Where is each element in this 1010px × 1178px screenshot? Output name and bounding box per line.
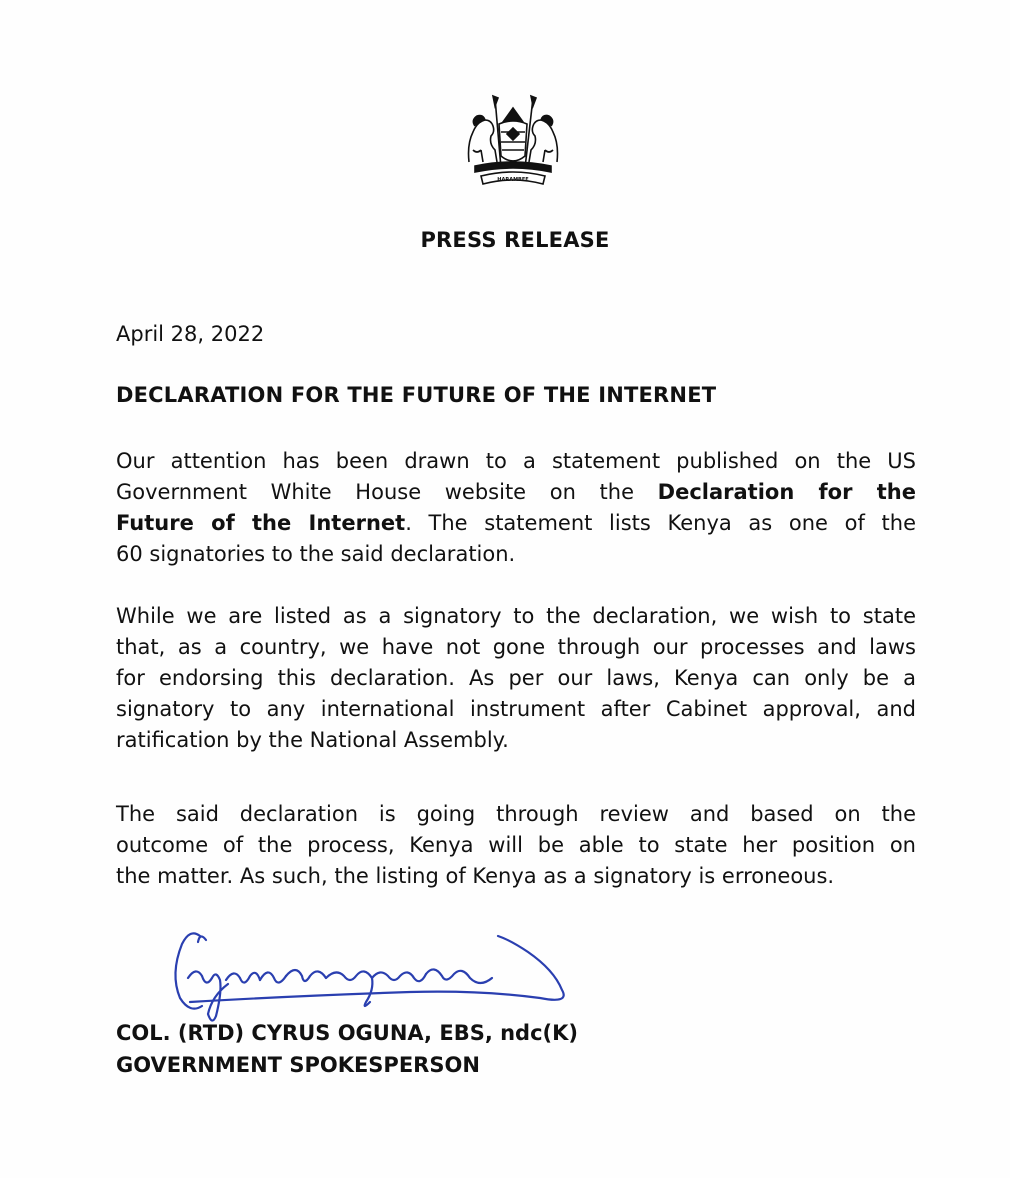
- paragraph-1-line-2: [116, 477, 916, 508]
- paragraph-2-line-3: for endorsing this declaration. As per our laws, Kenya can only be a: [116, 666, 916, 690]
- paragraph-3-line-3: the matter. As such, the listing of Kenya as a signatory is erroneous.: [116, 864, 835, 888]
- paragraph-3: [116, 799, 916, 892]
- paragraph-2-line-4: signatory to any international instrument after Cabinet approval, and: [116, 697, 916, 721]
- release-heading: DECLARATION FOR THE FUTURE OF THE INTERNET: [116, 383, 717, 407]
- signer-name: COL. (RTD) CYRUS OGUNA, EBS, ndc(K): [116, 1021, 579, 1045]
- paragraph-1-line-2-text: Government White House website on the: [116, 480, 658, 504]
- signer-block: [116, 1017, 578, 1081]
- paragraph-2-line-1: While we are listed as a signatory to the declaration, we wish to state: [116, 604, 916, 628]
- paragraph-3-line-1: The said declaration is going through review and based on the: [116, 802, 916, 826]
- paragraph-1-line-3-text: . The statement lists Kenya as one of the: [405, 511, 916, 535]
- coat-of-arms-icon: [455, 92, 571, 188]
- declaration-title-part-1: Declaration for the: [657, 480, 916, 504]
- press-release-title: PRESS RELEASE: [420, 228, 610, 252]
- paragraph-2-line-5: ratification by the National Assembly.: [116, 728, 509, 752]
- paragraph-2: [116, 601, 916, 756]
- paragraph-1: [116, 446, 916, 570]
- paragraph-1-line-1: Our attention has been drawn to a statement published on the US: [116, 449, 916, 473]
- paragraph-3-line-2: outcome of the process, Kenya will be able to state her position on: [116, 833, 916, 857]
- paragraph-1-line-3: [116, 508, 916, 539]
- paragraph-1-line-4: 60 signatories to the said declaration.: [116, 542, 516, 566]
- svg-text:HARAMBEE: HARAMBEE: [497, 177, 529, 183]
- paragraph-2-line-2: that, as a country, we have not gone through our processes and laws: [116, 635, 916, 659]
- release-date: April 28, 2022: [116, 322, 265, 346]
- signer-title: GOVERNMENT SPOKESPERSON: [116, 1053, 480, 1077]
- declaration-title-part-2: Future of the Internet: [116, 511, 406, 535]
